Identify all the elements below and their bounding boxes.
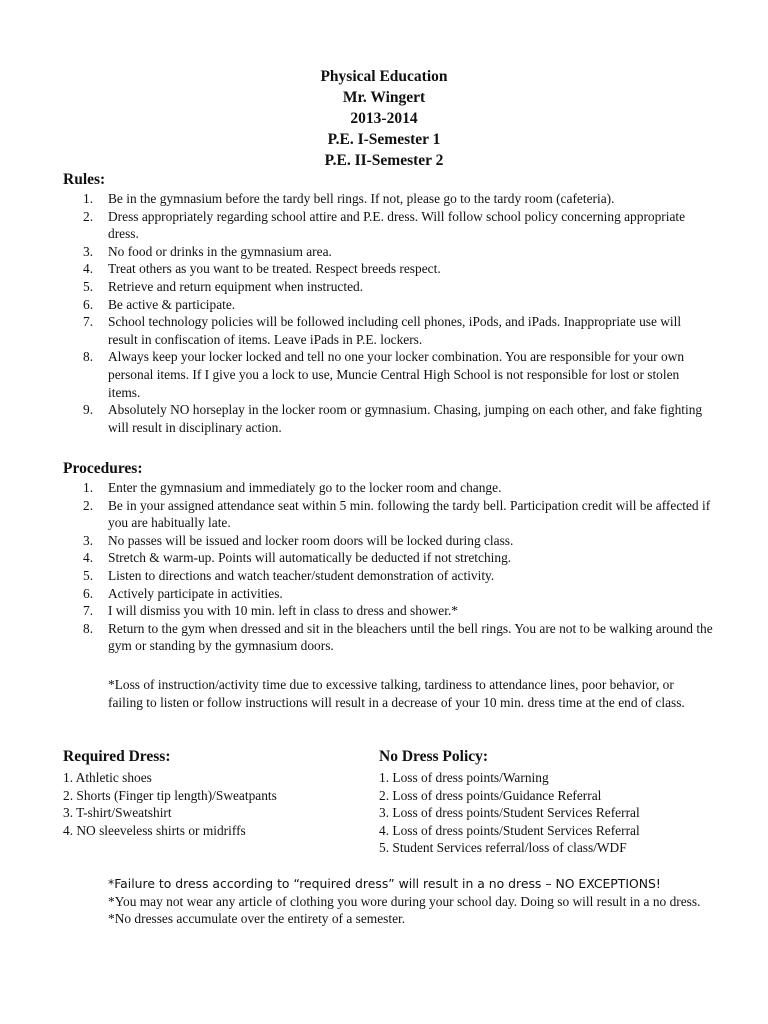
footer-note-accumulate: *No dresses accumulate over the entirety of a semester. [108,911,406,927]
list-item: 6. Actively participate in activities. [83,585,283,601]
required-dress-heading: Required Dress: [63,748,171,765]
list-item: 4. NO sleeveless shirts or midriffs [63,822,246,838]
document-header [0,66,768,171]
footer-note-failure: *Failure to dress according to “required dress” will result in a no dress – NO EXCEPTIONS! [108,876,661,891]
list-item: 1. Athletic shoes [63,770,152,785]
header-semester-1: P.E. I-Semester 1 [327,131,441,148]
procedures-heading: Procedures: [63,460,143,477]
header-year: 2013-2014 [350,110,418,127]
required-dress-section [63,747,383,839]
list-item: 5. Listen to directions and watch teacher/student demonstration of activity. [83,567,495,583]
list-item: 3. Loss of dress points/Student Services Referral [379,805,640,821]
list-item: 1. Loss of dress points/Warning [379,770,549,785]
list-item: 2. Dress appropriately regarding school attire and P.E. dress. Will follow school policy concerning appropriate dress. [83,208,686,242]
list-item: 7. School technology policies will be followed including cell phones, iPods, and iPads. Inappropriate use will result in confiscation of items. Leave iPads in P.E. lockers. [83,314,682,347]
header-teacher: Mr. Wingert [342,89,426,106]
list-item: 6. Be active & participate. [83,296,236,312]
footer-notes [108,875,708,928]
procedures-list [63,479,713,655]
list-item: 4. Stretch & warm-up. Points will automatically be deducted if not stretching. [83,550,512,566]
list-item: 1. Be in the gymnasium before the tardy bell rings. If not, please go to the tardy room (cafeteria). [83,191,615,206]
list-item: 3. No food or drinks in the gymnasium area. [83,243,332,259]
list-item: 9. Absolutely NO horseplay in the locker room or gymnasium. Chasing, jumping on each other, and fake fighting will result in disciplinary action. [83,402,703,435]
no-dress-policy-section [379,747,699,857]
list-item: 1. Enter the gymnasium and immediately go to the locker room and change. [83,480,502,495]
no-dress-policy-heading: No Dress Policy: [379,748,489,765]
list-item: 4. Loss of dress points/Student Services Referral [379,822,640,838]
list-item: 4. Treat others as you want to be treated. Respect breeds respect. [83,261,441,277]
list-item: 8. Always keep your locker locked and tell no one your locker combination. You are responsible for your own personal items. If I give you a lock to use, Muncie Central High School is not responsible for lost or stolen items. [83,349,685,400]
list-item: 3. T-shirt/Sweatshirt [63,805,172,821]
list-item: 5. Retrieve and return equipment when instructed. [83,278,364,294]
footer-note-clothing: *You may not wear any article of clothing you wore during your school day. Doing so will result in a no dress. [108,893,701,909]
list-item: 5. Student Services referral/loss of class/WDF [379,840,627,856]
rules-heading: Rules: [63,171,106,188]
list-item: 2. Be in your assigned attendance seat within 5 min. following the tardy bell. Participation credit will be affected if you are habitually late. [83,497,711,531]
procedures-note: *Loss of instruction/activity time due to excessive talking, tardiness to attendance lines, poor behavior, or failing to listen or follow instructions will result in a decrease of your 10 min. dress time at the end of class. [108,677,685,710]
list-item: 7. I will dismiss you with 10 min. left in class to dress and shower.* [83,603,458,619]
list-item: 2. Loss of dress points/Guidance Referral [379,787,602,803]
header-semester-2: P.E. II-Semester 2 [324,152,444,169]
list-item: 3. No passes will be issued and locker room doors will be locked during class. [83,532,514,548]
rules-list [63,190,713,436]
header-course: Physical Education [320,68,448,85]
list-item: 8. Return to the gym when dressed and sit in the bleachers until the bell rings. You are not to be walking around the gym or standing by the gymnasium doors. [83,620,713,654]
list-item: 2. Shorts (Finger tip length)/Sweatpants [63,787,277,803]
